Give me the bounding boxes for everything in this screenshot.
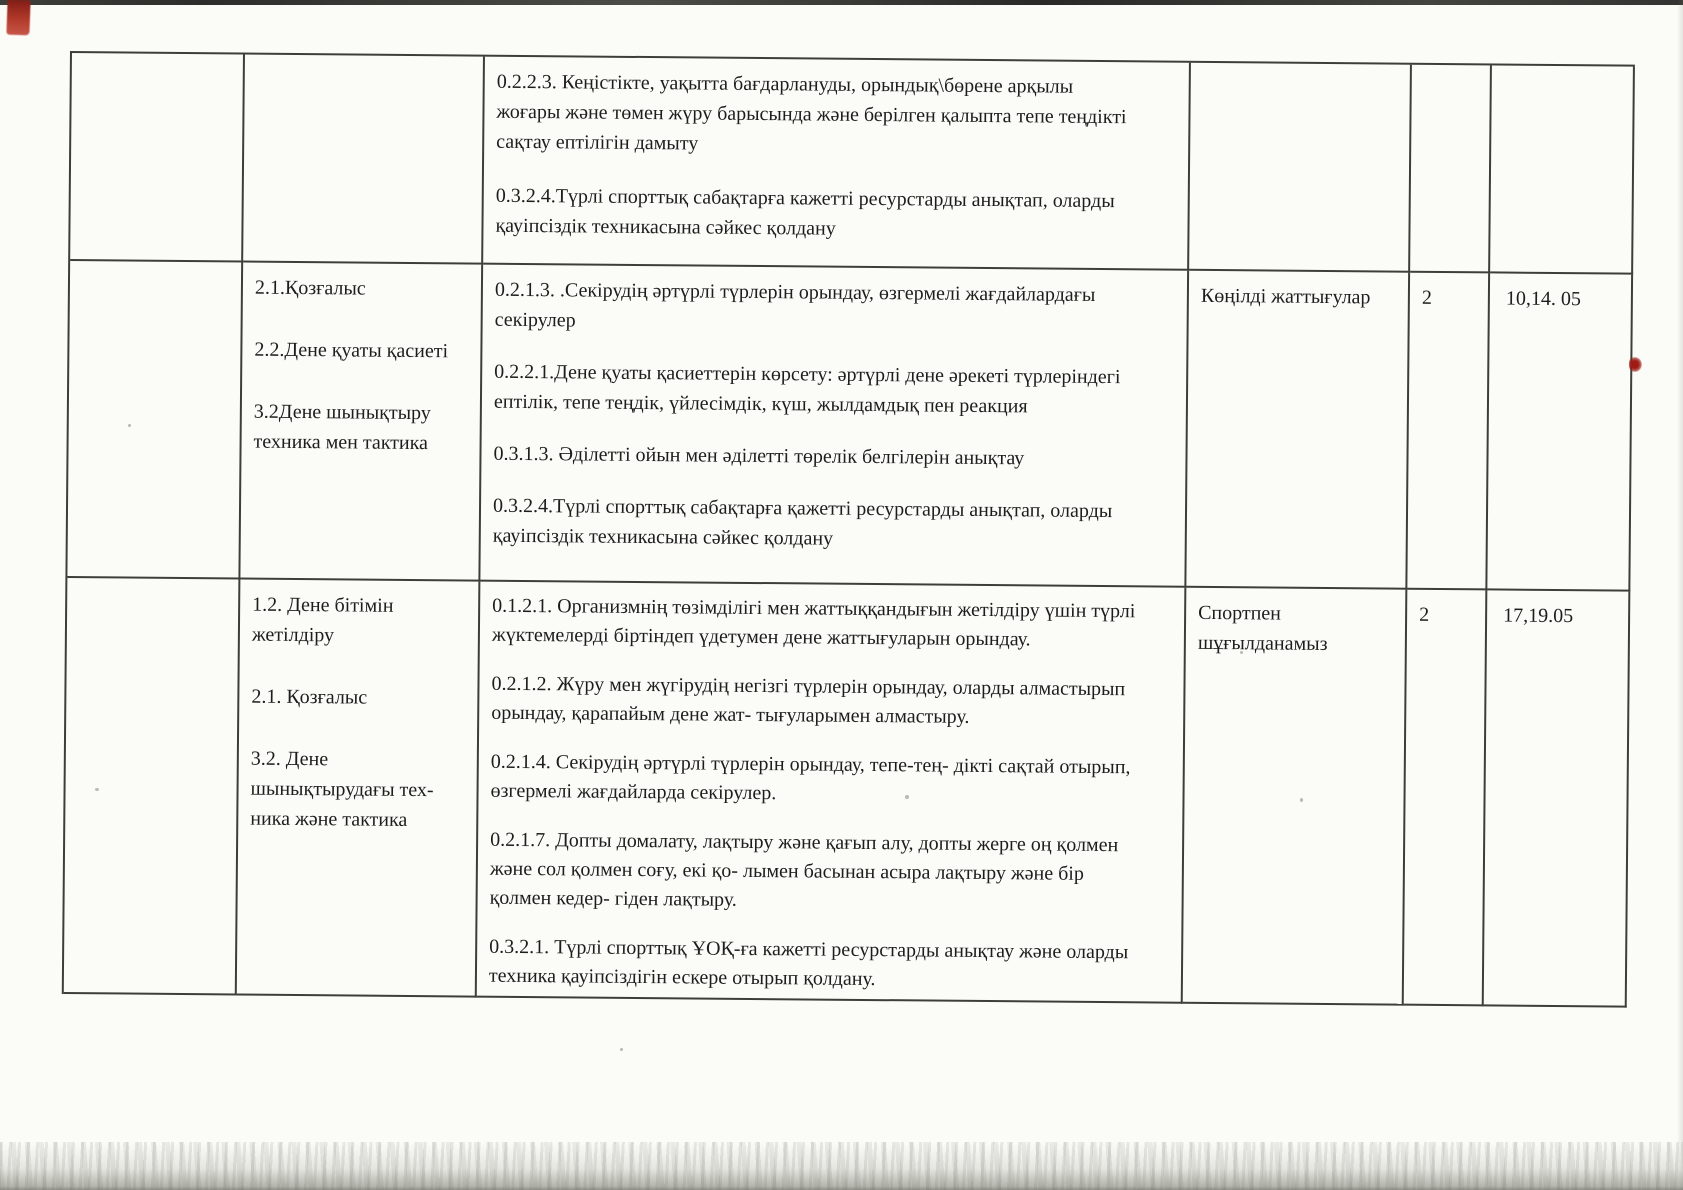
cell-objectives-r3 [237, 580, 481, 998]
red-ink-mark-right [1629, 357, 1642, 372]
learning-objective: 0.3.1.3. Әділетті ойын мен әділетті төрелік белгілерін анықтау [493, 442, 1025, 470]
learning-objective: 0.3.2.4.Түрлі спорттық сабақтарға кажетті ресурстарды анықтап, оларды қауіпсіздік техникасына сәйкес қолдану [495, 184, 1115, 240]
scan-edge-right [1677, 0, 1683, 1190]
objective-item: 2.1. Қозғалыс [251, 685, 368, 709]
learning-objective: 0.1.2.1. Организмнің төзімділігі мен жаттыққандығын жетілдіру үшін түрлі жүктемелерді біртіндеп үдетумен дене жаттығуларын орындау. [491, 594, 1136, 651]
cell-section-r1 [70, 53, 245, 263]
hours-value: 2 [1419, 603, 1430, 626]
cell-topic-r3 [1183, 588, 1408, 1006]
cell-learning-objectives-r1 [483, 57, 1191, 271]
cell-section-r2 [67, 261, 243, 579]
cell-dates-r1 [1490, 65, 1635, 274]
curriculum-table [62, 51, 1635, 1008]
scan-speck [1240, 651, 1243, 654]
cell-hours-r2 [1407, 273, 1490, 591]
objective-item: 2.1.Қозғалыс [254, 276, 366, 300]
objective-item: 1.2. Дене бітімін жетілдіру [251, 593, 394, 647]
objective-item: 3.2Дене шынықтыру техника мен тактика [253, 400, 431, 455]
red-ink-mark-top-left [6, 0, 30, 35]
learning-objective: 0.2.2.3. Кеңістікте, уақытта бағдарлануды, орындық\бөрене арқылы жоғары және төмен жүру барысында және берілген қалыпта тепе теңдікті сақтау ептілігін дамыту [496, 70, 1127, 155]
dates-value: 17,19.05 [1503, 604, 1574, 628]
cell-topic-r2 [1186, 271, 1410, 590]
learning-objective: 0.2.2.1.Дене қуаты қасиеттерін көрсету: әртүрлі дене әрекеті түрлеріндегі ептілік, тепе теңдік, үйлесімдік, күш, жылдамдық пен реакция [493, 360, 1121, 418]
cell-learning-objectives-r3 [477, 582, 1187, 1004]
learning-objective: 0.2.1.7. Допты домалату, лақтыру және қағып алу, допты жерге оң қолмен және сол қолмен соғу, екі қо- лымен басынан асыра лақтыру және бір қолмен кедер- гіден лақтыру. [489, 828, 1119, 911]
lesson-topic: Көңілді жаттығулар [1200, 284, 1371, 309]
hours-value: 2 [1421, 286, 1432, 309]
cell-hours-r1 [1410, 65, 1492, 274]
cell-objectives-r1 [243, 55, 485, 265]
scan-speck [128, 424, 131, 427]
lesson-topic: Спортпен шұғылданамыз [1197, 601, 1328, 655]
cell-dates-r2 [1487, 273, 1633, 591]
cell-hours-r3 [1404, 590, 1488, 1007]
learning-objective: 0.2.1.2. Жүру мен жүгірудің негізгі түрлерін орындау, оларды алмастырып орындау, қарапайым дене жат- тығуларымен алмастыру. [491, 672, 1126, 728]
cell-section-r3 [64, 578, 241, 995]
scan-speck [95, 788, 99, 791]
learning-objective: 0.3.2.4.Түрлі спорттық сабақтарға қажетті ресурстарды анықтап, оларды қауіпсіздік техникасына сәйкес қолдану [492, 494, 1113, 550]
scan-speck [620, 1048, 623, 1051]
cell-topic-r1 [1189, 63, 1412, 273]
dates-value: 10,14. 05 [1505, 287, 1581, 311]
cell-objectives-r2 [240, 263, 483, 582]
table-grid [62, 51, 1635, 1008]
objective-item: 3.2. Дене шынықтырудағы тех- ника және тактика [250, 747, 434, 831]
scan-speck [905, 795, 909, 799]
objective-item: 2.2.Дене қуаты қасиеті [254, 338, 449, 363]
learning-objective: 0.2.1.3. .Секірудің әртүрлі түрлерін орындау, өзгермелі жағдайлардағы секірулер [494, 278, 1096, 332]
scan-edge-bottom [0, 1142, 1683, 1190]
cell-learning-objectives-r2 [480, 265, 1189, 588]
learning-objective: 0.3.2.1. Түрлі спорттық ҰОҚ-ға кажетті ресурстарды анықтау және оларды техника қауіпсіздігін ескере отырып қолдану. [488, 935, 1129, 991]
scan-edge-top [0, 0, 1683, 5]
scan-speck [1300, 798, 1303, 802]
learning-objective: 0.2.1.4. Секірудің әртүрлі түрлерін орындау, тепе-тең- дікті сақтай отырып, өзгермелі жағдайларда секірулер. [490, 750, 1131, 805]
cell-dates-r3 [1484, 590, 1631, 1007]
